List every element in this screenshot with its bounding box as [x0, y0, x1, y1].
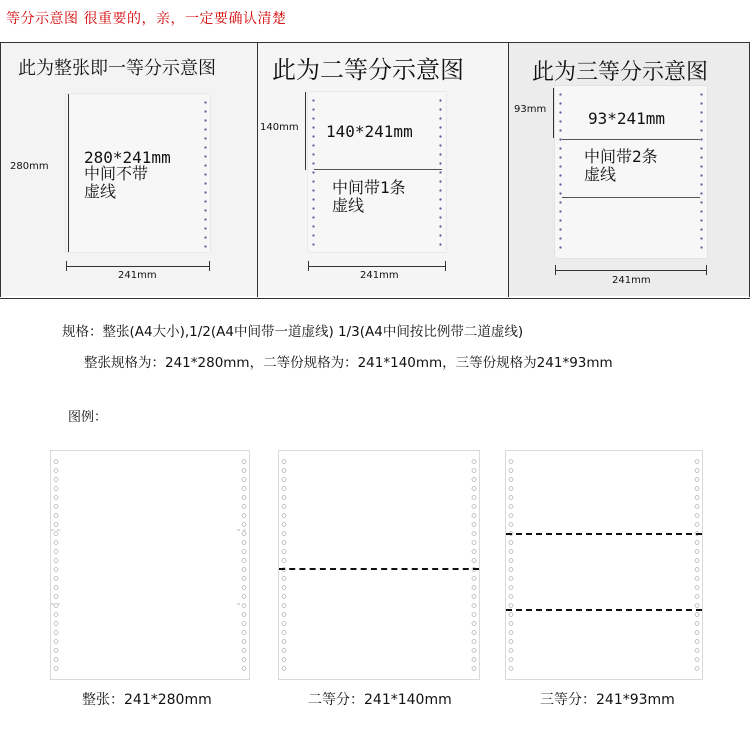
panel-caption: 此为整张即一等分示意图	[18, 58, 216, 79]
tractor-holes	[241, 457, 247, 673]
perforation-line	[562, 139, 700, 140]
tear-mark	[51, 603, 63, 605]
legend-caption: 三等分：241*93mm	[540, 692, 675, 708]
tear-mark	[237, 603, 249, 605]
height-dimension-line	[68, 94, 69, 252]
height-label: 93mm	[514, 104, 547, 115]
tractor-holes	[281, 457, 287, 673]
demo-sheet	[278, 450, 480, 680]
tractor-holes	[471, 457, 477, 673]
dimension-tick	[555, 265, 556, 275]
height-dimension-line	[305, 92, 306, 170]
height-dimension-line	[553, 88, 554, 138]
legend-caption: 整张：241*280mm	[82, 692, 212, 708]
paper-label-note: 中间不带	[84, 164, 149, 183]
spec-line-1: 规格：整张(A4大小),1/2(A4中间带一道虚线) 1/3(A4中间按比例带二道虚线)	[62, 324, 524, 340]
width-label: 241mm	[612, 275, 651, 286]
notice-text: 等分示意图 很重要的，亲，一定要确认清楚	[6, 11, 287, 27]
paper-label-size: 280*241mm	[84, 148, 171, 167]
tear-mark	[237, 529, 249, 531]
dimension-tick	[308, 261, 309, 271]
perforation-line	[314, 169, 442, 170]
dashed-perforation	[506, 609, 702, 611]
tractor-holes	[53, 457, 59, 673]
paper-label-note: 中间带2条	[584, 147, 658, 166]
dimension-tick	[445, 261, 446, 271]
width-dimension-line	[66, 266, 210, 267]
width-label: 241mm	[118, 270, 157, 281]
height-label: 280mm	[10, 161, 49, 172]
paper-label-note: 中间带1条	[332, 178, 406, 197]
panel-caption: 此为三等分示意图	[532, 60, 709, 85]
demo-sheet	[505, 450, 703, 680]
dimension-tick	[66, 261, 67, 271]
legend-caption: 二等分：241*140mm	[308, 692, 452, 708]
height-label: 140mm	[260, 122, 299, 133]
spec-line-2: 整张规格为：241*280mm，二等份规格为：241*140mm，三等份规格为241*93mm	[84, 355, 613, 371]
dashed-perforation	[506, 533, 702, 535]
tractor-holes	[694, 457, 700, 673]
paper-label-size: 140*241mm	[326, 122, 413, 141]
width-dimension-line	[308, 266, 446, 267]
dimension-tick	[706, 265, 707, 275]
paper-label-note: 虚线	[584, 165, 617, 184]
paper-sheet	[308, 92, 446, 252]
tractor-holes	[508, 457, 514, 673]
tractor-holes	[312, 96, 315, 246]
perforation-line	[562, 197, 700, 198]
paper-label-size: 93*241mm	[588, 109, 666, 128]
legend-title: 图例：	[68, 410, 108, 425]
tractor-holes	[700, 90, 703, 254]
width-dimension-line	[555, 270, 707, 271]
paper-label-note: 虚线	[332, 196, 365, 215]
width-label: 241mm	[360, 270, 399, 281]
tractor-holes	[439, 96, 442, 246]
panel-caption: 此为二等分示意图	[272, 56, 464, 84]
tractor-holes	[204, 98, 207, 248]
tractor-holes	[559, 90, 562, 254]
dimension-tick	[209, 261, 210, 271]
demo-sheet	[50, 450, 250, 680]
tear-mark	[51, 529, 63, 531]
dashed-perforation	[279, 568, 479, 570]
paper-label-note: 虚线	[84, 182, 117, 201]
